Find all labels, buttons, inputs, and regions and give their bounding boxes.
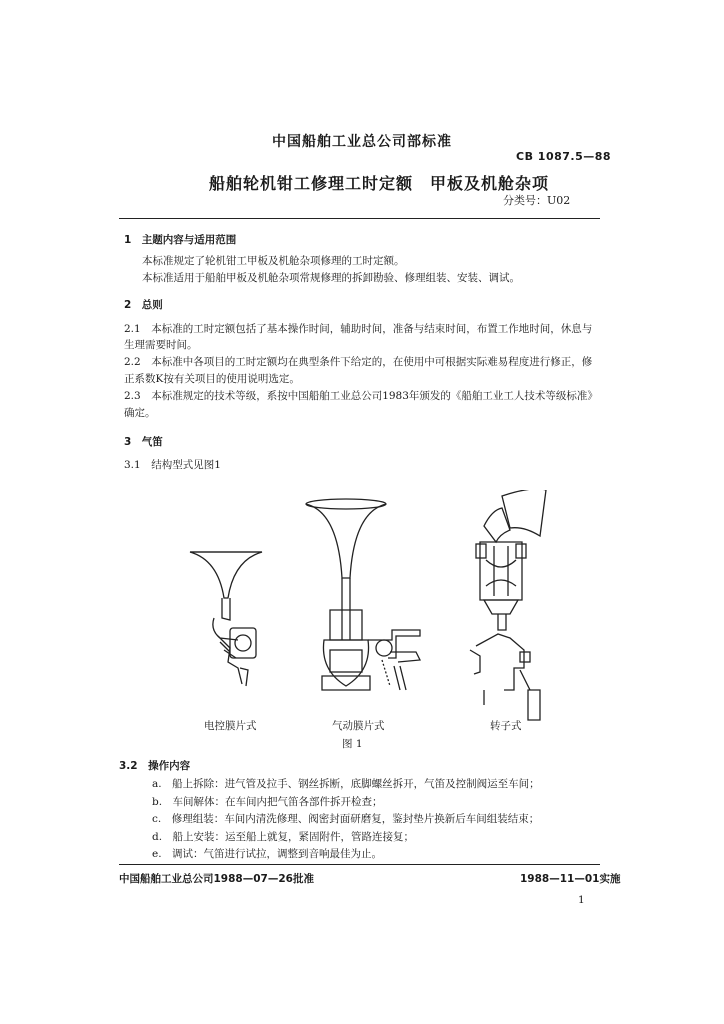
standard-code: CB 1087.5—88: [516, 150, 612, 163]
clause-2-2-line-1: 2.2 本标准中各项目的工时定额均在典型条件下给定的，在使用中可根据实际难易程度进行修正，修: [124, 356, 593, 368]
operation-item: d. 船上安装：运至船上就复，紧固附件，管路连接复；: [152, 831, 415, 843]
caption-electric-diaphragm: 电控膜片式: [204, 720, 257, 732]
org-title: 中国船舶工业总公司部标准: [272, 134, 452, 150]
effective-date: 1988—11—01实施: [520, 873, 621, 885]
clause-2-2-line-2: 正系数K按有关项目的使用说明选定。: [124, 373, 300, 385]
clause-2-1-line-1: 2.1 本标准的工时定额包括了基本操作时间，辅助时间，准备与结束时间，布置工作地时间，休息与: [124, 323, 593, 335]
section-1-heading: 1 主题内容与适用范围: [124, 234, 237, 246]
figure-label: 图 1: [342, 738, 363, 750]
operation-item: c. 修理组装：车间内清洗修理、阀密封面研磨复，鉴封垫片换新后车间组装结束；: [152, 813, 540, 825]
caption-pneumatic-diaphragm: 气动膜片式: [332, 720, 385, 732]
section-2-heading: 2 总则: [124, 299, 163, 311]
section-1-para-1: 本标准规定了轮机钳工甲板及机舱杂项修理的工时定额。: [142, 255, 405, 267]
approval-date: 中国船舶工业总公司1988—07—26批准: [119, 873, 314, 885]
document-title: 船舶轮机钳工修理工时定额 甲板及机舱杂项: [209, 174, 550, 193]
clause-3-1: 3.1 结构型式见图1: [124, 459, 221, 471]
clause-2-3-line-1: 2.3 本标准规定的技术等级，系按中国船舶工业总公司1983年颁发的《船舶工业工人技术等级标准》: [124, 390, 598, 402]
header-rule: [119, 218, 600, 219]
caption-rotor: 转子式: [490, 720, 522, 732]
operation-item: e. 调试：气笛进行试拉，调整到音响最佳为止。: [152, 848, 383, 860]
pneumatic-diaphragm-whistle-drawing: [306, 499, 420, 690]
whistle-figure: [180, 490, 560, 725]
operation-item: a. 船上拆除：进气管及拉手、钢丝拆断，底脚螺丝拆开，气笛及控制阀运至车间；: [152, 778, 540, 790]
clause-2-3-line-2: 确定。: [124, 407, 156, 419]
page-number: 1: [578, 894, 585, 906]
section-3-heading: 3 气笛: [124, 436, 163, 448]
operation-item: b. 车间解体：在车间内把气笛各部件拆开检查；: [152, 796, 383, 808]
clause-3-2-heading: 3.2 操作内容: [119, 760, 191, 772]
rotor-whistle-drawing: [470, 490, 546, 720]
electric-diaphragm-whistle-drawing: [190, 552, 262, 686]
section-1-para-2: 本标准适用于船舶甲板及机舱杂项常规修理的拆卸勘验、修理组装、安装、调试。: [142, 272, 520, 284]
classification-number: 分类号：U02: [503, 194, 571, 207]
clause-2-1-line-2: 生理需要时间。: [124, 339, 198, 351]
footer-rule: [119, 864, 600, 865]
